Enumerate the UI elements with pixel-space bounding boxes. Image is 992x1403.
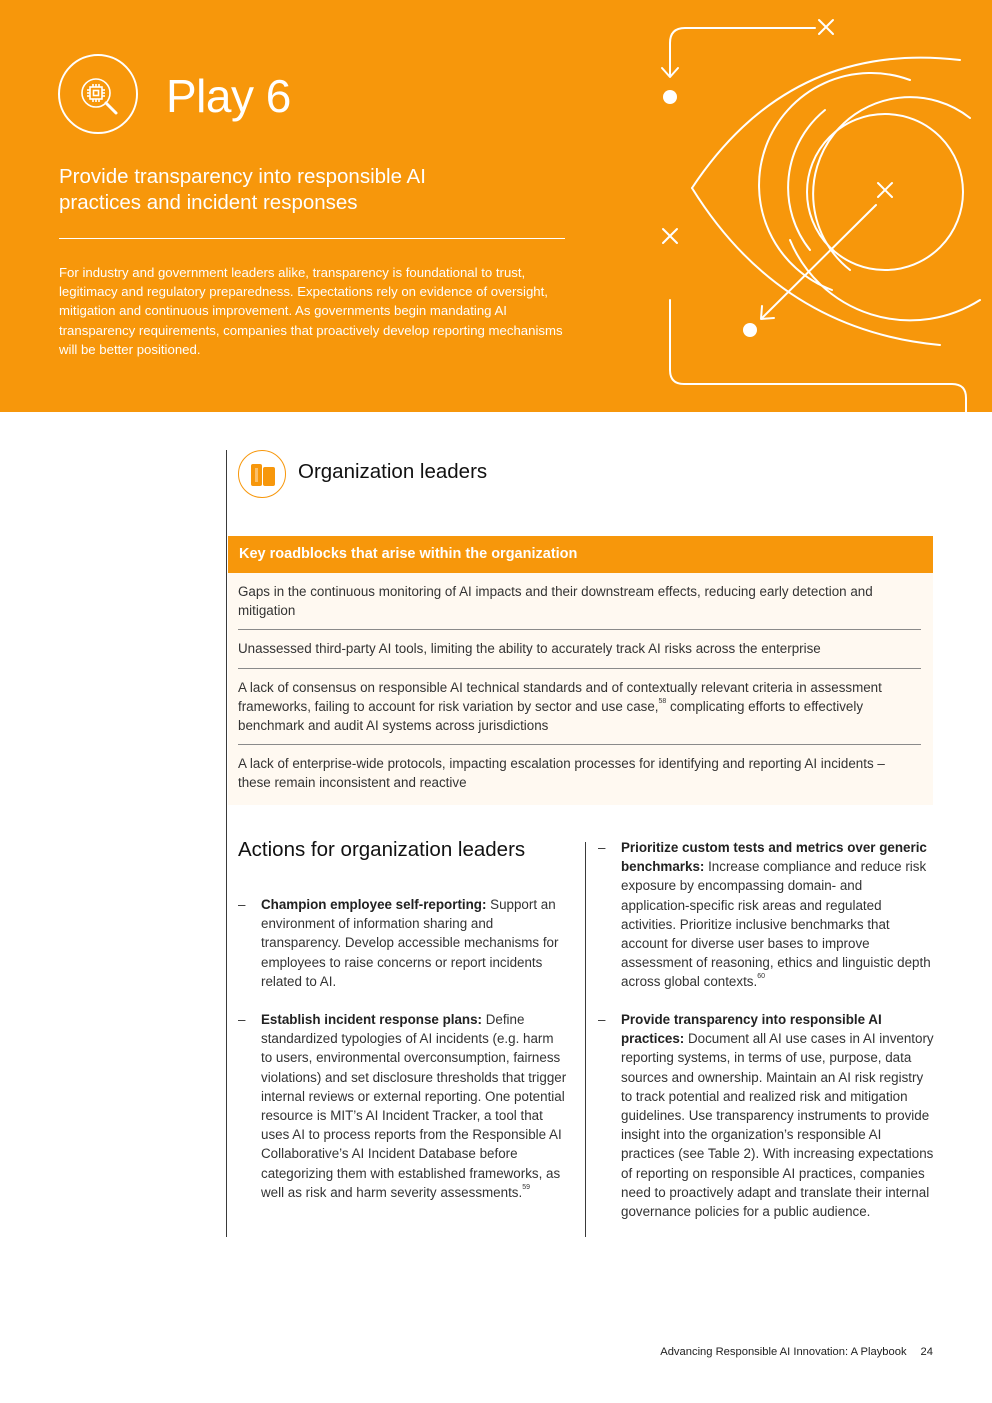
action-text: Support an environment of information sharing and transparency. Develop accessible mechanisms for employees to raise concerns or report incidents related to AI.	[261, 897, 559, 989]
hero-divider	[59, 238, 565, 239]
page-footer	[600, 1346, 933, 1358]
roadblock-text: complicating efforts to effectively benchmark and audit AI systems across jurisdictions	[238, 698, 864, 734]
action-heading: Provide transparency into responsible AI practices:	[621, 1012, 882, 1047]
actions-title: Actions for organization leaders	[238, 838, 526, 861]
roadblocks-list	[228, 573, 933, 805]
eye-target-illustration	[640, 0, 992, 412]
footnote-ref: 59	[522, 1183, 530, 1191]
roadblock-item: Unassessed third-party AI tools, limiting the ability to accurately track AI risks across the enterprise	[238, 630, 921, 668]
list-dash: –	[598, 1012, 606, 1027]
column-divider	[585, 842, 586, 1237]
action-item	[238, 895, 568, 991]
action-heading: Prioritize custom tests and metrics over generic benchmarks:	[621, 840, 927, 875]
action-item	[238, 1010, 568, 1202]
footnote-ref: 58	[658, 697, 667, 705]
footer-doc-subtitle: A Playbook	[848, 1346, 907, 1358]
organization-leaders-badge	[238, 450, 286, 498]
section-vertical-rule	[226, 450, 227, 1237]
roadblocks-box	[228, 536, 933, 805]
play-icon-badge	[58, 54, 138, 134]
section-title: Organization leaders	[298, 460, 488, 483]
action-item	[598, 838, 934, 992]
roadblocks-header: Key roadblocks that arise within the organization	[228, 536, 933, 573]
list-dash: –	[238, 897, 246, 912]
action-text: Increase compliance and reduce risk exposure by encompassing domain- and application-specific risk areas and regulated activities. Prioritize inclusive benchmarks that account for diverse user bases to improve assessment of reasoning, ethics and linguistic depth across global contexts.	[621, 859, 931, 990]
roadblock-text: A lack of consensus on responsible AI technical standards and of contextually relevant criteria in assessment frameworks, failing to account for risk variation by sector and use case,	[238, 679, 882, 714]
hero-banner	[0, 0, 992, 412]
action-item	[598, 1010, 934, 1221]
list-dash: –	[598, 840, 606, 855]
roadblock-item: A lack of enterprise-wide protocols, impacting escalation processes for identifying and reporting AI incidents – these remain inconsistent and reactive	[238, 756, 885, 791]
roadblock-item: Gaps in the continuous monitoring of AI impacts and their downstream effects, reducing early detection and mitigation	[238, 573, 921, 630]
action-heading: Establish incident response plans:	[261, 1012, 482, 1027]
list-dash: –	[238, 1012, 246, 1027]
page-number: 24	[920, 1346, 933, 1358]
hero-intro-text: For industry and government leaders alike, transparency is foundational to trust, legitimacy and regulatory preparedness. Expectations rely on evidence of oversight, mitigation and continuous improvement. As governments begin mandating AI transparency requirements, companies that proactively develop reporting mechanisms will be better positioned.	[59, 265, 563, 357]
action-text: Define standardized typologies of AI incidents (e.g. harm to users, environmental overconsumption, fairness violations) and set disclosure thresholds that trigger internal reviews or external reporting. One potential resource is MIT’s AI Incident Tracker, a tool that uses AI to process reports from the Responsible AI Collaborative’s AI Incident Database before categorizing them with established frameworks, as well as risk and harm severity assessments.	[261, 1012, 567, 1200]
action-heading: Champion employee self-reporting:	[261, 897, 487, 912]
play-subtitle: Provide transparency into responsible AI practices and incident responses	[59, 165, 426, 214]
play-title: Play 6	[166, 70, 291, 122]
chip-magnifier-icon	[60, 56, 140, 136]
action-text: Document all AI use cases in AI inventory reporting systems, in terms of use, purpose, data sources and ownership. Maintain an AI risk registry to track potential and realized risk and mitigation guidelines. Use transparency instruments to provide insight into the organization’s responsible AI practices (see Table 2). With increasing expectations of reporting on responsible AI practices, companies need to proactively adapt and translate their internal governance policies for a public audience.	[621, 1031, 934, 1220]
footer-doc-title: Advancing Responsible AI Innovation:	[660, 1346, 849, 1358]
roadblock-item	[238, 669, 921, 746]
footnote-ref: 60	[757, 973, 766, 981]
building-blocks-icon	[239, 451, 287, 499]
